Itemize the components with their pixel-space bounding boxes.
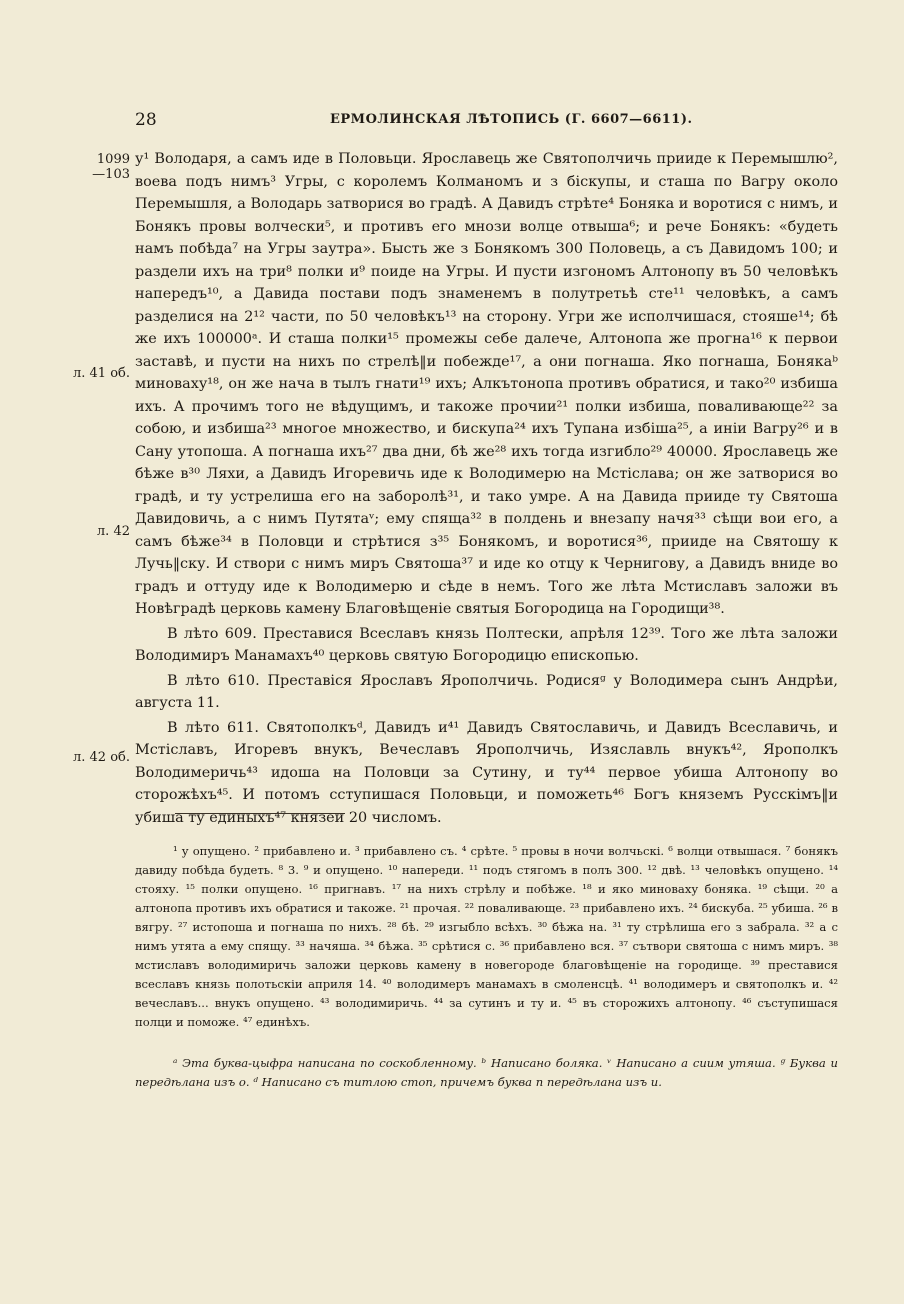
footnotes-text: ¹ у опущено. ² прибавлено и. ³ прибавлено съ. ⁴ срѣте. ⁵ провы в ночи волчьскі. ⁶ волци отвышася. ⁷ бонякъ давиду побѣда будеть. ⁸ 3. ⁹ и опущено. ¹⁰ напереди. ¹¹ подъ стягомъ в полъ 300. ¹² двѣ. ¹³ человѣкъ опущено. ¹⁴ стояху. ¹⁵ полки опущено. ¹⁶ пригнавъ. ¹⁷ на нихъ стрѣлу и побѣже. ¹⁸ и яко миноваху боняка. ¹⁹ сѣщи. ²⁰ а алтонопа противъ ихъ обратися и такоже. ²¹ прочая. ²² поваливающе. ²³ прибавлено ихъ. ²⁴ бискуба. ²⁵ убиша. ²⁶ в вягру. ²⁷ истопоша и погнаша по нихъ. ²⁸ бѣ. ²⁹ изгыбло всѣхъ. ³⁰ бѣжа на. ³¹ ту стрѣлиша его з забрала. ³² а с нимъ утята а ему спящу. ³³ начяша. ³⁴ бѣжа. ³⁵ срѣтися с. ³⁶ прибавлено вся. ³⁷ сътвори святоша с нимъ миръ. ³⁸ мстиславъ володимиричь заложи церковь камену в новегороде благовѣщеніе на городище. ³⁹ преставися всеславъ князь полотьскіи априля 14. ⁴⁰ володимеръ манамахъ в смоленсцѣ. ⁴¹ володимеръ и святополкъ и. ⁴² вечеславъ... внукъ опущено. ⁴³ володимиричь. ⁴⁴ за сутинъ и ту и. ⁴⁵ въ сторожихъ алтонопу. ⁴⁶ съступишася полци и поможе. ⁴⁷ единѣхъ.: [135, 844, 838, 1029]
main-paragraph-3: В лѣто 610. Преставіся Ярославъ Ярополчичь. Родисяᵍ у Володимера сынъ Андрѣи, августа 11.: [135, 672, 838, 711]
margin-year-start: 1099: [96, 152, 130, 167]
margin-leaf-42: л. 42: [96, 524, 130, 539]
margin-year-end: —103: [92, 167, 130, 182]
lettered-footnotes: [135, 1054, 838, 1092]
margin-leaf-42ob: л. 42 об.: [73, 750, 130, 765]
running-head: ЕРМОЛИНСКАЯ ЛѢТОПИСЬ (Г. 6607—6611).: [330, 112, 693, 127]
margin-leaf-41ob: л. 41 об.: [73, 366, 130, 381]
page-header: [135, 110, 775, 134]
main-paragraph-1: у¹ Володаря, а самъ иде в Половьци. Ярославець же Святополчичь прииде к Перемышлю², воева подъ нимъ³ Угры, с королемъ Колманомъ и з біскупы, и сташа по Вагру около Перемышля, а Володарь затворися во градѣ. А Давидъ стрѣте⁴ Боняка и воротися с нимъ, и Бонякъ провы волчески⁵, и противъ его мнози волце отвыша⁶; и рече Бонякъ: «будеть намъ побѣда⁷ на Угры заутра». Бысть же з Бонякомъ 300 Половець, а съ Давидомъ 100; и раздели ихъ на три⁸ полки и⁹ поиде на Угры. И пусти изгономъ Алтонопу въ 50 человѣкъ напередъ¹⁰, а Давида постави подъ знаменемъ в полутретьѣ сте¹¹ человѣкъ, а самъ разделися на 2¹² части, по 50 человѣкъ¹³ на сторону. Угри же исполчишася, стояше¹⁴; бѣ же ихъ 100000ᵃ. И сташа полки¹⁵ промежы себе далече, Алтонопа же прогна¹⁶ к первои заставѣ, и пусти на нихъ по стрелѣ‖и побежде¹⁷, а они погнаша. Яко погнаша, Бонякаᵇ миноваху¹⁸, он же нача в тылъ гнати¹⁹ ихъ; Алкътонопа противъ обратися, и тако²⁰ избиша ихъ. А прочимъ того не вѣдущимъ, и такоже прочии²¹ полки избиша, поваливающе²² за собою, и избиша²³ многое множество, и бискупа²⁴ ихъ Тупана избіша²⁵, а иніи Вагру²⁶ и в Сану утопоша. А погнаша ихъ²⁷ два дни, бѣ же²⁸ ихъ тогда изгибло²⁹ 40000. Ярославець же бѣже в³⁰ Ляхи, а Давидъ Игоревичь иде к Володимерю на Мстіслава; он же затворися во градѣ, и ту устрелиша его на заборолѣ³¹, и тако умре. А на Давида прииде ту Святоша Давидовичь, а с нимъ Путятаᵛ; ему спяща³² в полдень и внезапу начя³³ сѣщи вои его, а самъ бѣже³⁴ в Половци и стрѣтися з³⁵ Бонякомъ, и воротися³⁶, прииде на Святошу к Лучь‖ску. И створи с нимъ миръ Святоша³⁷ и иде ко отцу к Чернигову, а Давидъ вниде во градъ и оттуду иде к Володимерю и сѣде в немъ. Того же лѣта Мстиславъ заложи въ Новѣградѣ церковь камену Благовѣщеніе святыя Богородица на Городищи³⁸.: [135, 151, 838, 617]
main-paragraph-2: В лѣто 609. Преставися Всеславъ князь Полтески, апрѣля 12³⁹. Того же лѣта заложи Володимиръ Манамахъ⁴⁰ церковь святую Богородицю епископью.: [135, 625, 838, 664]
main-text: [135, 148, 838, 829]
page-number: 28: [135, 110, 157, 130]
lettered-footnotes-text: ᵃ Эта буква-цыфра написана по соскобленному. ᵇ Написано боляка. ᵛ Написано а сиим утяша. ᵍ Буква и передѣлана изъ о. ᵈ Написано съ титлою стоп, причемъ буква п передѣлана изъ и.: [135, 1056, 838, 1089]
footnote-divider: [175, 813, 345, 814]
main-paragraph-4: В лѣто 611. Святополкъᵈ, Давидъ и⁴¹ Давидъ Святославичь, и Давидъ Всеславичь, и Мстіславъ, Игоревъ внукъ, Вечеславъ Ярополчичь, Изяславль внукъ⁴², Ярополкъ Володимеричь⁴³ идоша на Половци за Сутину, и ту⁴⁴ первое убиша Алтонопу во сторожѣхъ⁴⁵. И потомъ сступишася Половьци, и поможеть⁴⁶ Богъ княземъ Русскімъ‖и убиша ту единыхъ⁴⁷ князеи 20 числомъ.: [135, 719, 838, 826]
numbered-footnotes: [135, 842, 838, 1032]
